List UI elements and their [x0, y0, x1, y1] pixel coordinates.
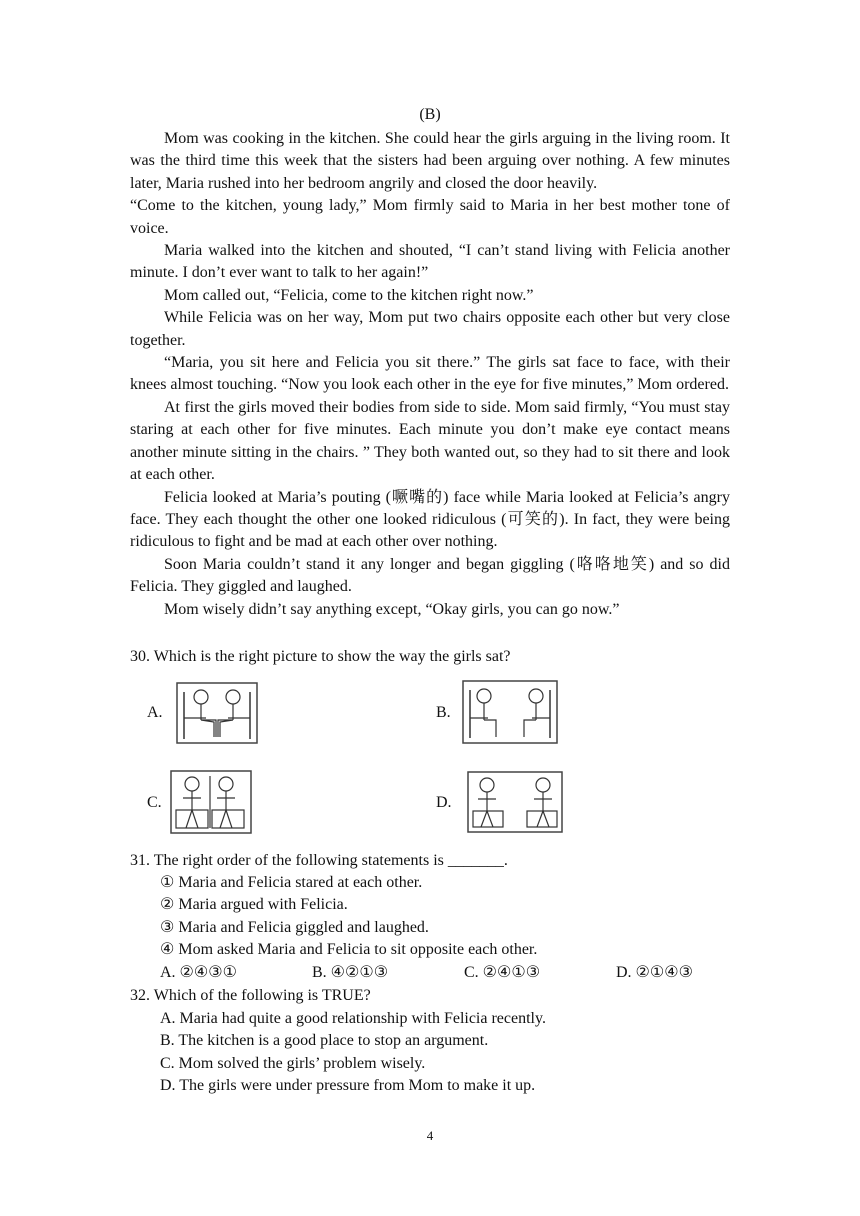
passage-paragraph: Mom wisely didn’t say anything except, “Okay girls, you can go now.”	[164, 600, 620, 618]
q31-option-a[interactable]: A. ②④③①	[160, 964, 237, 981]
q32-option-d[interactable]: D. The girls were under pressure from Mom to make it up.	[160, 1077, 536, 1094]
passage-paragraph: Soon Maria couldn’t stand it any longer and began giggling (咯咯地笑) and so did Felicia. They giggled and laughed.	[130, 555, 730, 596]
choice-b-picture-icon[interactable]	[462, 680, 558, 744]
statement-4: ④ Mom asked Maria and Felicia to sit opposite each other.	[160, 941, 538, 958]
choice-a-picture-icon[interactable]	[176, 682, 258, 744]
q32-option-a[interactable]: A. Maria had quite a good relationship with Felicia recently.	[160, 1010, 546, 1027]
choice-a-label[interactable]: A.	[147, 704, 163, 721]
passage-paragraph: “Maria, you sit here and Felicia you sit there.” The girls sat face to face, with their knees almost touching. “Now you look each other in the eye for five minutes,” Mom ordered.	[130, 354, 730, 394]
choice-c-label[interactable]: C.	[147, 794, 162, 811]
q32-option-b[interactable]: B. The kitchen is a good place to stop an argument.	[160, 1032, 489, 1049]
q32-option-c[interactable]: C. Mom solved the girls’ problem wisely.	[160, 1055, 426, 1072]
choice-d-picture-icon[interactable]	[467, 771, 563, 833]
statement-3: ③ Maria and Felicia giggled and laughed.	[160, 919, 429, 936]
statement-2: ② Maria argued with Felicia.	[160, 896, 348, 913]
reading-passage	[130, 128, 730, 621]
q31-option-b[interactable]: B. ④②①③	[312, 964, 389, 981]
passage-paragraph: Felicia looked at Maria’s pouting (噘嘴的) face while Maria looked at Felicia’s angry face. They each thought the other one looked ridiculous (可笑的). In fact, they were being ridiculous to fight and be mad at each other over nothing.	[130, 488, 730, 551]
choice-c-picture-icon[interactable]	[170, 770, 252, 834]
choice-b-label[interactable]: B.	[436, 704, 451, 721]
question-31: 31. The right order of the following statements is _______.	[130, 852, 508, 869]
question-32: 32. Which of the following is TRUE?	[130, 987, 371, 1004]
passage-paragraph: While Felicia was on her way, Mom put two chairs opposite each other but very close together.	[130, 309, 730, 349]
statement-1: ① Maria and Felicia stared at each other.	[160, 874, 423, 891]
passage-paragraph: Mom called out, “Felicia, come to the kitchen right now.”	[164, 286, 534, 304]
passage-paragraph: “Come to the kitchen, young lady,” Mom firmly said to Maria in her best mother tone of voice.	[130, 197, 730, 237]
q31-option-c[interactable]: C. ②④①③	[464, 964, 541, 981]
question-30: 30. Which is the right picture to show the way the girls sat?	[130, 648, 511, 665]
q31-option-d[interactable]: D. ②①④③	[616, 964, 693, 981]
passage-paragraph: Mom was cooking in the kitchen. She could hear the girls arguing in the living room. It was the third time this week that the sisters had been arguing over nothing. A few minutes later, Maria rushed into her bedroom angrily and closed the door heavily.	[130, 130, 730, 192]
section-label: (B)	[419, 106, 441, 123]
passage-paragraph: Maria walked into the kitchen and shouted, “I can’t stand living with Felicia another minute. I don’t ever want to talk to her again!”	[130, 242, 730, 282]
choice-d-label[interactable]: D.	[436, 794, 452, 811]
passage-paragraph: At first the girls moved their bodies from side to side. Mom said firmly, “You must stay staring at each other for five minutes. Each minute you don’t make eye contact means another minute sitting in the chairs. ” They both wanted out, so they had to sit there and look at each other.	[130, 398, 730, 484]
page-number: 4	[426, 1128, 434, 1143]
